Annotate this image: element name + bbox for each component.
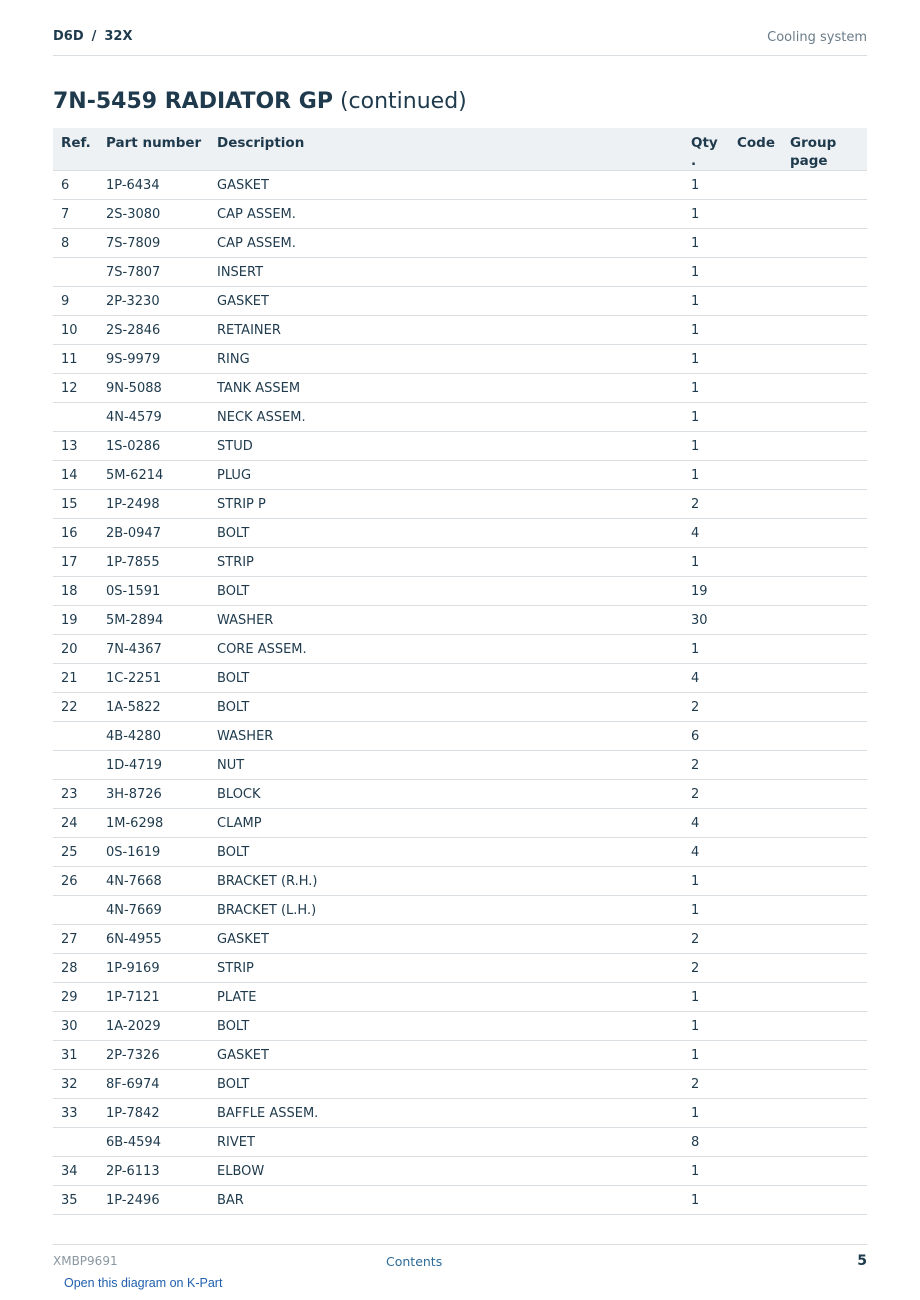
cell-description: BOLT — [209, 1012, 683, 1041]
cell-description: GASKET — [209, 287, 683, 316]
cell-description: BOLT — [209, 519, 683, 548]
cell-group-page — [782, 838, 867, 867]
cell-part-number: 6B-4594 — [98, 1128, 209, 1157]
table-row — [53, 983, 867, 1012]
cell-part-number: 1A-2029 — [98, 1012, 209, 1041]
table-row — [53, 490, 867, 519]
cell-group-page — [782, 1012, 867, 1041]
cell-code — [729, 1128, 782, 1157]
cell-code — [729, 171, 782, 200]
cell-group-page — [782, 345, 867, 374]
table-header-row — [53, 128, 867, 171]
table-row — [53, 577, 867, 606]
cell-code — [729, 780, 782, 809]
cell-description: BRACKET (R.H.) — [209, 867, 683, 896]
cell-code — [729, 983, 782, 1012]
cell-code — [729, 229, 782, 258]
cell-group-page — [782, 954, 867, 983]
cell-group-page — [782, 577, 867, 606]
table-row — [53, 1041, 867, 1070]
cell-group-page — [782, 1099, 867, 1128]
cell-ref: 26 — [53, 867, 98, 896]
table-row — [53, 896, 867, 925]
cell-group-page — [782, 1041, 867, 1070]
cell-part-number: 2B-0947 — [98, 519, 209, 548]
header-qty — [683, 128, 729, 171]
cell-qty: 1 — [683, 867, 729, 896]
cell-description: NUT — [209, 751, 683, 780]
cell-part-number: 2P-3230 — [98, 287, 209, 316]
cell-part-number: 4B-4280 — [98, 722, 209, 751]
cell-code — [729, 896, 782, 925]
cell-code — [729, 722, 782, 751]
breadcrumb-separator: / — [91, 29, 97, 44]
cell-group-page — [782, 461, 867, 490]
cell-code — [729, 1157, 782, 1186]
cell-description: STRIP — [209, 548, 683, 577]
cell-code — [729, 664, 782, 693]
cell-part-number: 2S-3080 — [98, 200, 209, 229]
cell-group-page — [782, 519, 867, 548]
cell-qty: 1 — [683, 171, 729, 200]
cell-ref — [53, 896, 98, 925]
cell-qty: 6 — [683, 722, 729, 751]
cell-description: CLAMP — [209, 809, 683, 838]
cell-code — [729, 200, 782, 229]
table-row — [53, 258, 867, 287]
cell-group-page — [782, 1070, 867, 1099]
cell-qty: 2 — [683, 1070, 729, 1099]
cell-description: STUD — [209, 432, 683, 461]
table-row — [53, 229, 867, 258]
cell-part-number: 7S-7809 — [98, 229, 209, 258]
cell-part-number: 3H-8726 — [98, 780, 209, 809]
page-title — [53, 89, 467, 114]
cell-qty: 1 — [683, 896, 729, 925]
table-row — [53, 722, 867, 751]
cell-ref: 23 — [53, 780, 98, 809]
cell-group-page — [782, 1186, 867, 1215]
cell-ref: 14 — [53, 461, 98, 490]
table-row — [53, 635, 867, 664]
cell-ref: 32 — [53, 1070, 98, 1099]
cell-description: BOLT — [209, 577, 683, 606]
header-code: Code — [729, 128, 782, 171]
cell-part-number: 9S-9979 — [98, 345, 209, 374]
cell-ref: 33 — [53, 1099, 98, 1128]
table-row — [53, 432, 867, 461]
open-diagram-kpart-link[interactable]: Open this diagram on K-Part — [64, 1276, 223, 1290]
cell-group-page — [782, 548, 867, 577]
cell-code — [729, 1070, 782, 1099]
cell-qty: 2 — [683, 490, 729, 519]
cell-qty: 30 — [683, 606, 729, 635]
section-name: Cooling system — [767, 30, 867, 45]
page-footer — [53, 1244, 867, 1275]
cell-ref: 22 — [53, 693, 98, 722]
machine-breadcrumb — [53, 29, 133, 44]
cell-qty: 1 — [683, 635, 729, 664]
cell-code — [729, 461, 782, 490]
table-row — [53, 1012, 867, 1041]
cell-group-page — [782, 722, 867, 751]
cell-qty: 1 — [683, 229, 729, 258]
cell-part-number: 7S-7807 — [98, 258, 209, 287]
table-row — [53, 1099, 867, 1128]
document-code: XMBP9691 — [53, 1254, 118, 1268]
cell-ref: 30 — [53, 1012, 98, 1041]
cell-group-page — [782, 809, 867, 838]
cell-description: GASKET — [209, 925, 683, 954]
cell-code — [729, 925, 782, 954]
table-row — [53, 345, 867, 374]
cell-qty: 8 — [683, 1128, 729, 1157]
cell-part-number: 2P-6113 — [98, 1157, 209, 1186]
cell-qty: 2 — [683, 751, 729, 780]
cell-qty: 1 — [683, 258, 729, 287]
cell-description: CAP ASSEM. — [209, 229, 683, 258]
table-row — [53, 171, 867, 200]
cell-group-page — [782, 925, 867, 954]
cell-ref: 13 — [53, 432, 98, 461]
cell-part-number: 1P-2496 — [98, 1186, 209, 1215]
cell-ref: 28 — [53, 954, 98, 983]
table-row — [53, 606, 867, 635]
cell-part-number: 4N-7668 — [98, 867, 209, 896]
cell-qty: 1 — [683, 432, 729, 461]
table-row — [53, 374, 867, 403]
cell-qty: 1 — [683, 1186, 729, 1215]
cell-qty: 2 — [683, 954, 729, 983]
header-group-page-line2: page — [790, 153, 828, 169]
cell-ref — [53, 751, 98, 780]
cell-group-page — [782, 229, 867, 258]
cell-qty: 1 — [683, 1041, 729, 1070]
cell-part-number: 4N-7669 — [98, 896, 209, 925]
table-row — [53, 1070, 867, 1099]
cell-qty: 1 — [683, 374, 729, 403]
cell-ref: 6 — [53, 171, 98, 200]
cell-ref: 7 — [53, 200, 98, 229]
cell-code — [729, 693, 782, 722]
cell-qty: 1 — [683, 403, 729, 432]
cell-code — [729, 577, 782, 606]
cell-code — [729, 635, 782, 664]
cell-qty: 1 — [683, 1157, 729, 1186]
cell-qty: 4 — [683, 809, 729, 838]
cell-description: ELBOW — [209, 1157, 683, 1186]
cell-description: BLOCK — [209, 780, 683, 809]
header-qty-line1: Qty — [691, 135, 718, 151]
cell-group-page — [782, 374, 867, 403]
header-description: Description — [209, 128, 683, 171]
cell-ref: 29 — [53, 983, 98, 1012]
cell-description: RETAINER — [209, 316, 683, 345]
cell-part-number: 2P-7326 — [98, 1041, 209, 1070]
cell-code — [729, 258, 782, 287]
cell-code — [729, 751, 782, 780]
cell-group-page — [782, 490, 867, 519]
cell-group-page — [782, 403, 867, 432]
cell-group-page — [782, 287, 867, 316]
cell-code — [729, 345, 782, 374]
cell-description: WASHER — [209, 722, 683, 751]
cell-part-number: 1P-7855 — [98, 548, 209, 577]
table-row — [53, 751, 867, 780]
cell-part-number: 1M-6298 — [98, 809, 209, 838]
cell-ref: 34 — [53, 1157, 98, 1186]
cell-group-page — [782, 664, 867, 693]
parts-table-body — [53, 171, 867, 1215]
table-row — [53, 548, 867, 577]
table-row — [53, 200, 867, 229]
cell-description: BOLT — [209, 693, 683, 722]
cell-description: INSERT — [209, 258, 683, 287]
cell-code — [729, 316, 782, 345]
cell-part-number: 1D-4719 — [98, 751, 209, 780]
cell-ref: 11 — [53, 345, 98, 374]
cell-code — [729, 838, 782, 867]
cell-qty: 4 — [683, 664, 729, 693]
cell-qty: 1 — [683, 461, 729, 490]
page-header — [53, 27, 867, 56]
header-ref: Ref. — [53, 128, 98, 171]
cell-ref — [53, 722, 98, 751]
cell-code — [729, 606, 782, 635]
table-row — [53, 403, 867, 432]
table-row — [53, 519, 867, 548]
cell-part-number: 8F-6974 — [98, 1070, 209, 1099]
cell-code — [729, 809, 782, 838]
cell-description: RIVET — [209, 1128, 683, 1157]
cell-description: NECK ASSEM. — [209, 403, 683, 432]
cell-ref: 15 — [53, 490, 98, 519]
cell-part-number: 5M-6214 — [98, 461, 209, 490]
cell-code — [729, 954, 782, 983]
cell-description: WASHER — [209, 606, 683, 635]
serial-prefix: 32X — [104, 29, 133, 44]
cell-group-page — [782, 896, 867, 925]
cell-code — [729, 867, 782, 896]
cell-qty: 1 — [683, 200, 729, 229]
cell-code — [729, 403, 782, 432]
cell-part-number: 1P-2498 — [98, 490, 209, 519]
cell-ref: 21 — [53, 664, 98, 693]
table-row — [53, 287, 867, 316]
cell-description: GASKET — [209, 1041, 683, 1070]
cell-group-page — [782, 780, 867, 809]
cell-code — [729, 519, 782, 548]
table-row — [53, 1128, 867, 1157]
cell-ref: 20 — [53, 635, 98, 664]
header-part-number: Part number — [98, 128, 209, 171]
cell-qty: 2 — [683, 780, 729, 809]
cell-part-number: 0S-1619 — [98, 838, 209, 867]
cell-description: RING — [209, 345, 683, 374]
cell-part-number: 1A-5822 — [98, 693, 209, 722]
cell-qty: 1 — [683, 345, 729, 374]
cell-part-number: 9N-5088 — [98, 374, 209, 403]
cell-group-page — [782, 171, 867, 200]
cell-qty: 1 — [683, 983, 729, 1012]
table-row — [53, 925, 867, 954]
page-number: 5 — [857, 1253, 867, 1269]
cell-qty: 1 — [683, 1099, 729, 1128]
cell-ref: 10 — [53, 316, 98, 345]
header-group-page-line1: Group — [790, 135, 837, 151]
cell-group-page — [782, 432, 867, 461]
cell-ref: 12 — [53, 374, 98, 403]
cell-ref: 8 — [53, 229, 98, 258]
table-row — [53, 809, 867, 838]
cell-part-number: 0S-1591 — [98, 577, 209, 606]
cell-ref: 16 — [53, 519, 98, 548]
cell-group-page — [782, 1157, 867, 1186]
cell-part-number: 1P-9169 — [98, 954, 209, 983]
cell-description: BOLT — [209, 1070, 683, 1099]
cell-part-number: 1P-7121 — [98, 983, 209, 1012]
cell-ref: 27 — [53, 925, 98, 954]
cell-qty: 2 — [683, 925, 729, 954]
cell-ref: 9 — [53, 287, 98, 316]
cell-code — [729, 1099, 782, 1128]
cell-ref — [53, 403, 98, 432]
cell-qty: 4 — [683, 519, 729, 548]
cell-part-number: 1S-0286 — [98, 432, 209, 461]
cell-code — [729, 1041, 782, 1070]
cell-part-number: 1C-2251 — [98, 664, 209, 693]
table-row — [53, 780, 867, 809]
cell-ref: 25 — [53, 838, 98, 867]
cell-ref: 17 — [53, 548, 98, 577]
cell-description: BOLT — [209, 838, 683, 867]
cell-group-page — [782, 258, 867, 287]
cell-description: TANK ASSEM — [209, 374, 683, 403]
cell-part-number: 6N-4955 — [98, 925, 209, 954]
table-row — [53, 867, 867, 896]
cell-qty: 1 — [683, 287, 729, 316]
table-row — [53, 1157, 867, 1186]
cell-ref: 24 — [53, 809, 98, 838]
contents-link[interactable]: Contents — [386, 1254, 443, 1269]
cell-part-number: 5M-2894 — [98, 606, 209, 635]
cell-part-number: 4N-4579 — [98, 403, 209, 432]
cell-ref: 18 — [53, 577, 98, 606]
cell-group-page — [782, 983, 867, 1012]
table-row — [53, 316, 867, 345]
cell-group-page — [782, 200, 867, 229]
cell-code — [729, 287, 782, 316]
cell-ref: 31 — [53, 1041, 98, 1070]
table-row — [53, 693, 867, 722]
cell-qty: 2 — [683, 693, 729, 722]
cell-qty: 1 — [683, 548, 729, 577]
cell-description: BOLT — [209, 664, 683, 693]
cell-description: STRIP P — [209, 490, 683, 519]
cell-group-page — [782, 1128, 867, 1157]
machine-model: D6D — [53, 29, 84, 44]
cell-description: STRIP — [209, 954, 683, 983]
cell-part-number: 1P-6434 — [98, 171, 209, 200]
table-row — [53, 954, 867, 983]
cell-code — [729, 432, 782, 461]
cell-description: CAP ASSEM. — [209, 200, 683, 229]
table-row — [53, 664, 867, 693]
cell-part-number: 2S-2846 — [98, 316, 209, 345]
table-row — [53, 838, 867, 867]
cell-ref — [53, 258, 98, 287]
table-row — [53, 461, 867, 490]
cell-group-page — [782, 693, 867, 722]
cell-ref: 35 — [53, 1186, 98, 1215]
header-qty-line2: . — [691, 153, 697, 169]
title-suffix: (continued) — [339, 89, 467, 114]
cell-description: PLUG — [209, 461, 683, 490]
cell-group-page — [782, 606, 867, 635]
cell-group-page — [782, 635, 867, 664]
cell-description: PLATE — [209, 983, 683, 1012]
title-main: 7N-5459 RADIATOR GP — [53, 89, 333, 114]
cell-description: GASKET — [209, 171, 683, 200]
cell-part-number: 1P-7842 — [98, 1099, 209, 1128]
cell-code — [729, 374, 782, 403]
cell-qty: 19 — [683, 577, 729, 606]
cell-part-number: 7N-4367 — [98, 635, 209, 664]
cell-ref: 19 — [53, 606, 98, 635]
cell-ref — [53, 1128, 98, 1157]
cell-qty: 1 — [683, 316, 729, 345]
cell-description: BAR — [209, 1186, 683, 1215]
parts-table — [53, 128, 867, 1215]
cell-group-page — [782, 867, 867, 896]
cell-description: CORE ASSEM. — [209, 635, 683, 664]
cell-group-page — [782, 751, 867, 780]
cell-qty: 1 — [683, 1012, 729, 1041]
cell-description: BAFFLE ASSEM. — [209, 1099, 683, 1128]
cell-group-page — [782, 316, 867, 345]
cell-qty: 4 — [683, 838, 729, 867]
cell-description: BRACKET (L.H.) — [209, 896, 683, 925]
cell-code — [729, 548, 782, 577]
table-row — [53, 1186, 867, 1215]
cell-code — [729, 1012, 782, 1041]
cell-code — [729, 1186, 782, 1215]
header-group-page — [782, 128, 867, 171]
cell-code — [729, 490, 782, 519]
